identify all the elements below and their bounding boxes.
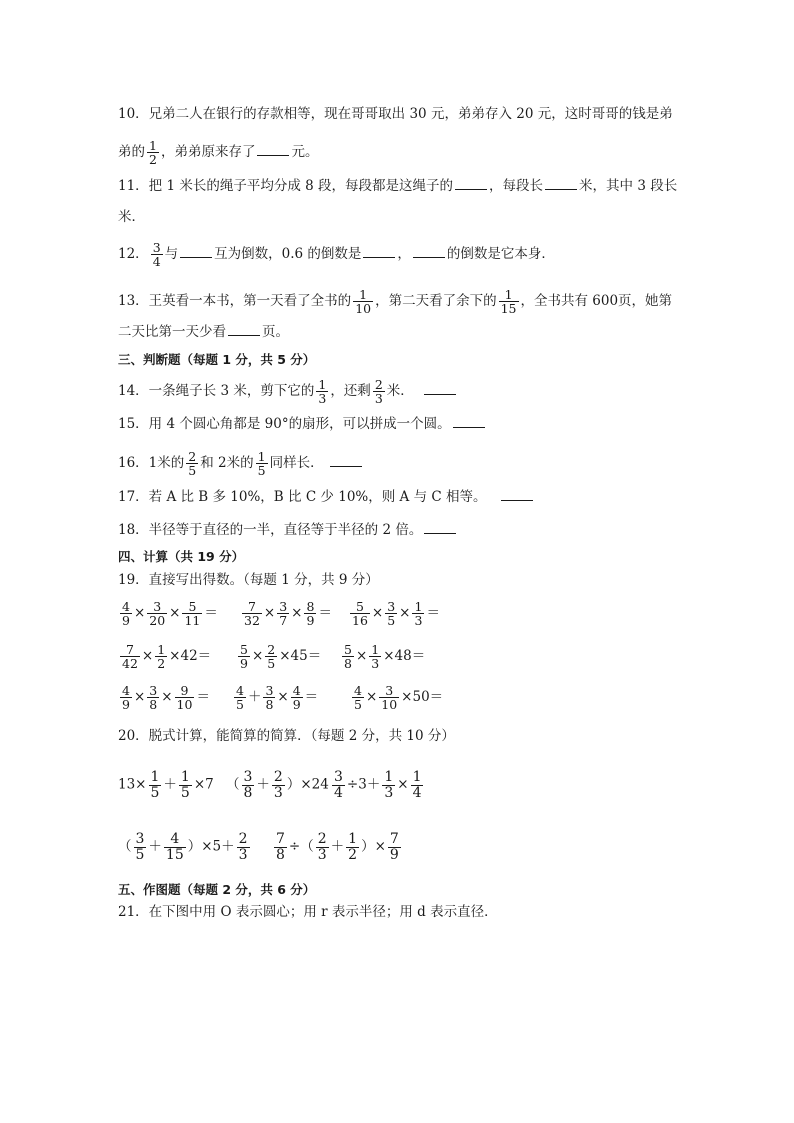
question-16: 16．1米的 $\frac{2}{5}$ 和 2米的 $\frac{1}{5}$ 同样长． (118, 450, 364, 477)
question-12: 12． $\frac{3}{4}$ 与 互为倒数，0.6 的倒数是 ， 的倒数是它本身． (118, 240, 555, 270)
question-11-line1: 11．把 1 米长的绳子平均分成 8 段，每段都是这绳子的 ，每段长 米，其中 3 段长 (118, 178, 678, 194)
question-11-line2: 米． (118, 209, 145, 225)
fraction: $\frac{2}{3}$ (374, 377, 383, 407)
fraction: $\frac{1}{5}$ (257, 449, 266, 479)
expression-20-2: （ $\frac{3}{8}$ ＋ $\frac{2}{3}$ ）×24 (226, 769, 329, 801)
fraction: $\frac{1}{10}$ (355, 287, 372, 317)
expression-19-9: $\frac{4}{5}$ × $\frac{3}{10}$ ×50＝ (354, 683, 444, 713)
expression-19-8: $\frac{4}{5}$ ＋ $\frac{3}{8}$ × $\frac{4}{9}$ ＝ (236, 683, 319, 713)
expression-20-5: $\frac{7}{8}$ ÷（ $\frac{2}{3}$ ＋ $\frac{1}{2}$ ）× $\frac{7}{9}$ (276, 831, 399, 863)
section-heading-drawing: 五、作图题（每题 2 分，共 6 分） (118, 882, 316, 897)
answer-blank[interactable] (180, 244, 212, 258)
question-14: 14．一条绳子长 3 米，剪下它的 $\frac{1}{3}$ ，还剩 $\frac{2}{3}$ 米． (118, 378, 458, 405)
answer-blank[interactable] (257, 142, 289, 156)
fraction: $\frac{3}{4}$ (152, 240, 161, 270)
section-heading-calculation: 四、计算（共 19 分） (118, 549, 245, 564)
question-17: 17．若 A 比 B 多 10%，B 比 C 少 10%，则 A 与 C 相等。 (118, 487, 535, 507)
expression-19-5: $\frac{5}{9}$ × $\frac{2}{5}$ ×45＝ (240, 642, 322, 672)
question-13-line2: 二天比第一天少看 页。 (118, 324, 289, 340)
expression-19-4: $\frac{7}{42}$ × $\frac{1}{2}$ ×42＝ (122, 642, 212, 672)
expression-19-2: $\frac{7}{32}$ × $\frac{3}{7}$ × $\frac{8}{9}$ ＝ (244, 599, 332, 629)
expression-20-3: $\frac{3}{4}$ ÷3＋ $\frac{1}{3}$ × $\frac{1}{4}$ (334, 769, 422, 801)
expression-20-4: （ $\frac{3}{5}$ ＋ $\frac{4}{15}$ ）×5＋ $\frac{2}{3}$ (118, 831, 248, 863)
answer-blank[interactable] (228, 322, 260, 336)
answer-blank[interactable] (363, 244, 395, 258)
section-heading-judgement: 三、判断题（每题 1 分，共 5 分） (118, 352, 316, 367)
answer-blank[interactable] (455, 176, 487, 190)
question-21: 21．在下图中用 O 表示圆心；用 r 表示半径；用 d 表示直径． (118, 904, 498, 920)
expression-19-7: $\frac{4}{9}$ × $\frac{3}{8}$ × $\frac{9}{10}$ ＝ (122, 683, 210, 713)
question-13-line1: 13．王英看一本书，第一天看了全书的 $\frac{1}{10}$ ，第二天看了余下的 $\frac{1}{15}$ ，全书共有 600页，她第 (118, 287, 673, 317)
question-20-title: 20．脱式计算，能简算的简算．（每题 2 分，共 10 分） (118, 728, 455, 744)
answer-blank[interactable] (501, 487, 533, 501)
answer-blank[interactable] (330, 453, 362, 467)
answer-blank[interactable] (413, 244, 445, 258)
expression-19-1: $\frac{4}{9}$ × $\frac{3}{20}$ × $\frac{5}{11}$ ＝ (122, 599, 218, 629)
expression-19-3: $\frac{5}{16}$ × $\frac{3}{5}$ × $\frac{1}{3}$ ＝ (352, 599, 440, 629)
fraction: $\frac{1}{15}$ (500, 287, 517, 317)
question-15: 15．用 4 个圆心角都是 90°的扇形，可以拼成一个圆。 (118, 414, 487, 434)
fraction: $\frac{2}{5}$ (188, 449, 197, 479)
answer-blank[interactable] (545, 176, 577, 190)
fraction: $\frac{1}{2}$ (149, 138, 157, 168)
answer-blank[interactable] (424, 520, 456, 534)
answer-blank[interactable] (424, 381, 456, 395)
expression-20-1: 13× $\frac{1}{5}$ ＋ $\frac{1}{5}$ ×7 (118, 769, 214, 801)
question-19-title: 19．直接写出得数。（每题 1 分，共 9 分） (118, 572, 379, 588)
expression-19-6: $\frac{5}{8}$ × $\frac{1}{3}$ ×48＝ (344, 642, 426, 672)
question-10-line1: 10．兄弟二人在银行的存款相等，现在哥哥取出 30 元，弟弟存入 20 元，这时哥哥的钱是弟 (118, 106, 673, 122)
answer-blank[interactable] (453, 414, 485, 428)
question-10-line2: 弟的 $\frac{1}{2}$ ，弟弟原来存了 元。 (118, 138, 319, 168)
fraction: $\frac{1}{3}$ (318, 377, 327, 407)
question-18: 18．半径等于直径的一半，直径等于半径的 2 倍。 (118, 520, 458, 540)
